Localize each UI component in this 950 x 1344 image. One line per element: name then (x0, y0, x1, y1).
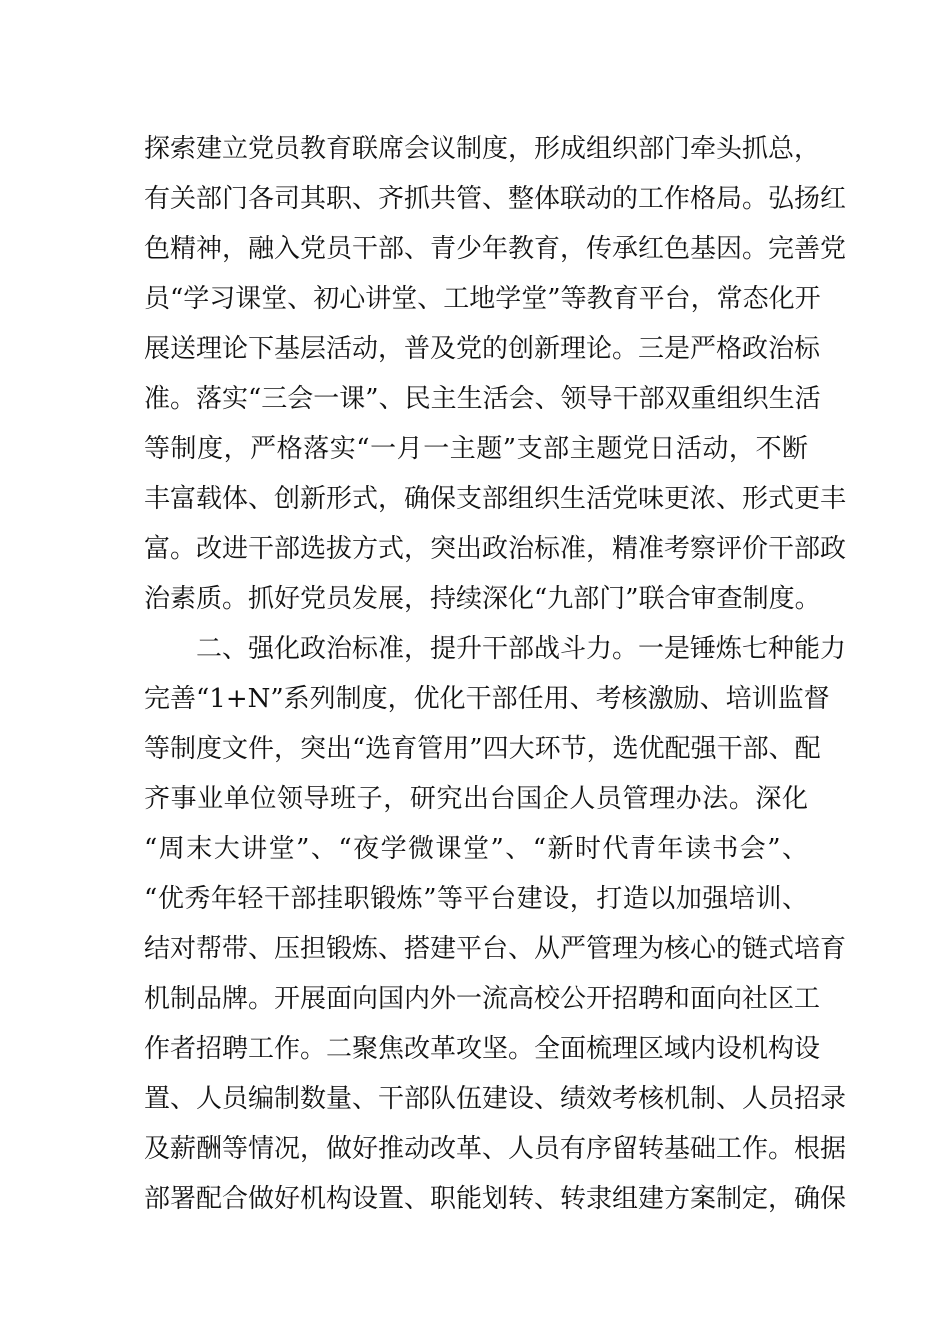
text-line-1: 探索建立党员教育联席会议制度，形成组织部门牵头抓总， (144, 134, 821, 164)
text-line-10: 治素质。抓好党员发展，持续深化“九部门”联合审查制度。 (144, 584, 821, 614)
text-line-12: 完善“1+N”系列制度，优化干部任用、考核激励、培训监督 (144, 684, 830, 714)
text-line-20: 置、人员编制数量、干部队伍建设、绩效考核机制、人员招录 (144, 1084, 847, 1114)
text-line-11: 二、强化政治标准，提升干部战斗力。一是锤炼七种能力 (196, 634, 847, 664)
text-line-2: 有关部门各司其职、齐抓共管、整体联动的工作格局。弘扬红 (144, 184, 847, 214)
text-line-9: 富。改进干部选拔方式，突出政治标准，精准考察评价干部政 (144, 534, 847, 564)
text-line-8: 丰富载体、创新形式，确保支部组织生活党味更浓、形式更丰 (144, 484, 847, 514)
text-line-21: 及薪酬等情况，做好推动改革、人员有序留转基础工作。根据 (144, 1134, 847, 1164)
text-line-19: 作者招聘工作。二聚焦改革攻坚。全面梳理区域内设机构设 (144, 1034, 821, 1064)
text-line-4: 员“学习课堂、初心讲堂、工地学堂”等教育平台，常态化开 (144, 284, 821, 314)
text-line-14: 齐事业单位领导班子，研究出台国企人员管理办法。深化 (144, 784, 808, 814)
text-line-7: 等制度，严格落实“一月一主题”支部主题党日活动，不断 (144, 434, 808, 464)
text-line-6: 准。落实“三会一课”、民主生活会、领导干部双重组织生活 (144, 384, 821, 414)
text-line-17: 结对帮带、压担锻炼、搭建平台、从严管理为核心的链式培育 (144, 934, 847, 964)
text-line-16: “优秀年轻干部挂职锻炼”等平台建设，打造以加强培训、 (144, 884, 808, 914)
text-line-13: 等制度文件，突出“选育管用”四大环节，选优配强干部、配 (144, 734, 821, 764)
text-line-3: 色精神，融入党员干部、青少年教育，传承红色基因。完善党 (144, 234, 847, 264)
text-line-15: “周末大讲堂”、“夜学微课堂”、“新时代青年读书会”、 (144, 834, 808, 864)
text-line-5: 展送理论下基层活动，普及党的创新理论。三是严格政治标 (144, 334, 821, 364)
text-line-22: 部署配合做好机构设置、职能划转、转隶组建方案制定，确保 (144, 1184, 847, 1214)
text-line-18: 机制品牌。开展面向国内外一流高校公开招聘和面向社区工 (144, 984, 821, 1014)
